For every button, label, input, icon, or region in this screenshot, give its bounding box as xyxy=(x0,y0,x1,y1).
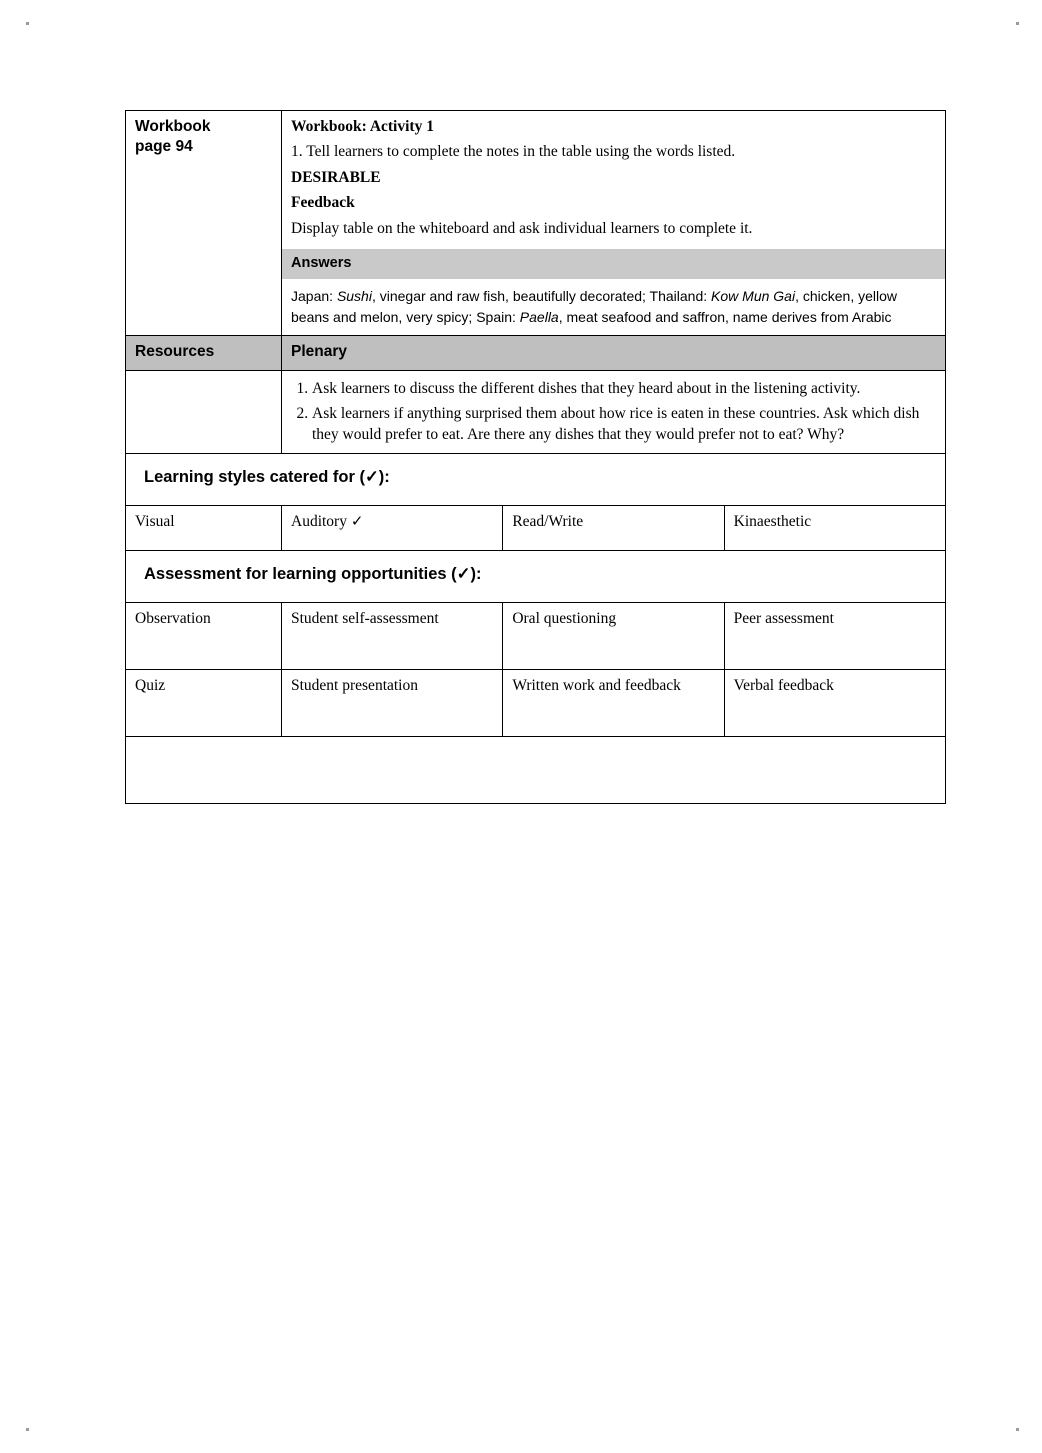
plenary-header-cell: Plenary xyxy=(282,335,946,370)
table-row-plenary-body xyxy=(126,371,946,454)
assessment-heading-cell xyxy=(126,551,946,603)
table-row-assessment-heading xyxy=(126,551,946,603)
workbook-content-cell xyxy=(282,111,946,336)
learning-style-kinaesthetic[interactable] xyxy=(724,506,945,551)
assessment-oral-questioning[interactable]: Oral questioning xyxy=(503,602,724,669)
workbook-feedback-text: Display table on the whiteboard and ask individual learners to complete it. xyxy=(291,219,753,237)
table-row-assessment-2 xyxy=(126,669,946,736)
workbook-label-cell xyxy=(126,111,282,336)
workbook-label-line1: Workbook xyxy=(135,118,211,135)
plenary-list xyxy=(291,379,936,445)
learning-style-auditory-check: ✓ xyxy=(350,514,364,531)
assessment-student-presentation[interactable]: Student presentation xyxy=(282,669,503,736)
learning-styles-heading-cell xyxy=(126,454,946,506)
assessment-quiz[interactable]: Quiz xyxy=(126,669,282,736)
learning-style-auditory[interactable] xyxy=(282,506,503,551)
assessment-verbal-feedback[interactable]: Verbal feedback xyxy=(724,669,945,736)
assessment-observation[interactable]: Observation xyxy=(126,602,282,669)
learning-style-readwrite[interactable] xyxy=(503,506,724,551)
learning-style-kinaesthetic-label: Kinaesthetic xyxy=(733,513,812,531)
workbook-desirable-label: DESIRABLE xyxy=(291,168,381,186)
assessment-heading: Assessment for learning opportunities (✓): xyxy=(144,565,482,584)
learning-style-visual-label: Visual xyxy=(135,513,175,531)
blank-cell xyxy=(126,736,946,803)
plenary-list-item: 2. Ask learners if anything surprised them about how rice is eaten in these countries. Ask which dish they would prefer to eat. Are there any dishes that they would prefer not to eat? Why? xyxy=(312,404,936,445)
crop-mark-top-right xyxy=(1016,22,1019,25)
assessment-student-self-assessment[interactable]: Student self-assessment xyxy=(282,602,503,669)
table-row-blank xyxy=(126,736,946,803)
table-row-learning-styles-options xyxy=(126,506,946,551)
table-row-learning-styles-heading xyxy=(126,454,946,506)
answers-header: Answers xyxy=(282,249,945,279)
workbook-label-line2: page 94 xyxy=(135,138,193,156)
answers-text: Japan: Sushi, vinegar and raw fish, beautifully decorated; Thailand: Kow Mun Gai, chicken, yellow beans and melon, very spicy; Spain: Paella, meat seafood and saffron, name derives from Arabic xyxy=(291,288,898,325)
assessment-peer-assessment[interactable]: Peer assessment xyxy=(724,602,945,669)
table-row-assessment-1 xyxy=(126,602,946,669)
learning-style-visual[interactable] xyxy=(126,506,282,551)
learning-style-readwrite-label: Read/Write xyxy=(512,513,584,531)
plenary-body-cell xyxy=(282,371,946,454)
lesson-plan-table xyxy=(125,110,946,804)
resources-label-cell: Resources xyxy=(126,335,282,370)
table-row-resources-header xyxy=(126,335,946,370)
crop-mark-bottom-left xyxy=(26,1428,29,1431)
workbook-activity-heading: Workbook: Activity 1 xyxy=(291,118,434,135)
resources-body-cell xyxy=(126,371,282,454)
learning-styles-heading: Learning styles catered for (✓): xyxy=(144,468,390,487)
crop-mark-top-left xyxy=(26,22,29,25)
workbook-feedback-label: Feedback xyxy=(291,194,355,212)
assessment-written-work-and-feedback[interactable]: Written work and feedback xyxy=(503,669,724,736)
workbook-instruction: 1. Tell learners to complete the notes in the table using the words listed. xyxy=(291,143,736,161)
table-row-workbook xyxy=(126,111,946,336)
crop-mark-bottom-right xyxy=(1016,1428,1019,1431)
plenary-list-item: 1. Ask learners to discuss the different dishes that they heard about in the listening activity. xyxy=(312,379,936,400)
learning-style-auditory-label: Auditory xyxy=(291,513,347,531)
